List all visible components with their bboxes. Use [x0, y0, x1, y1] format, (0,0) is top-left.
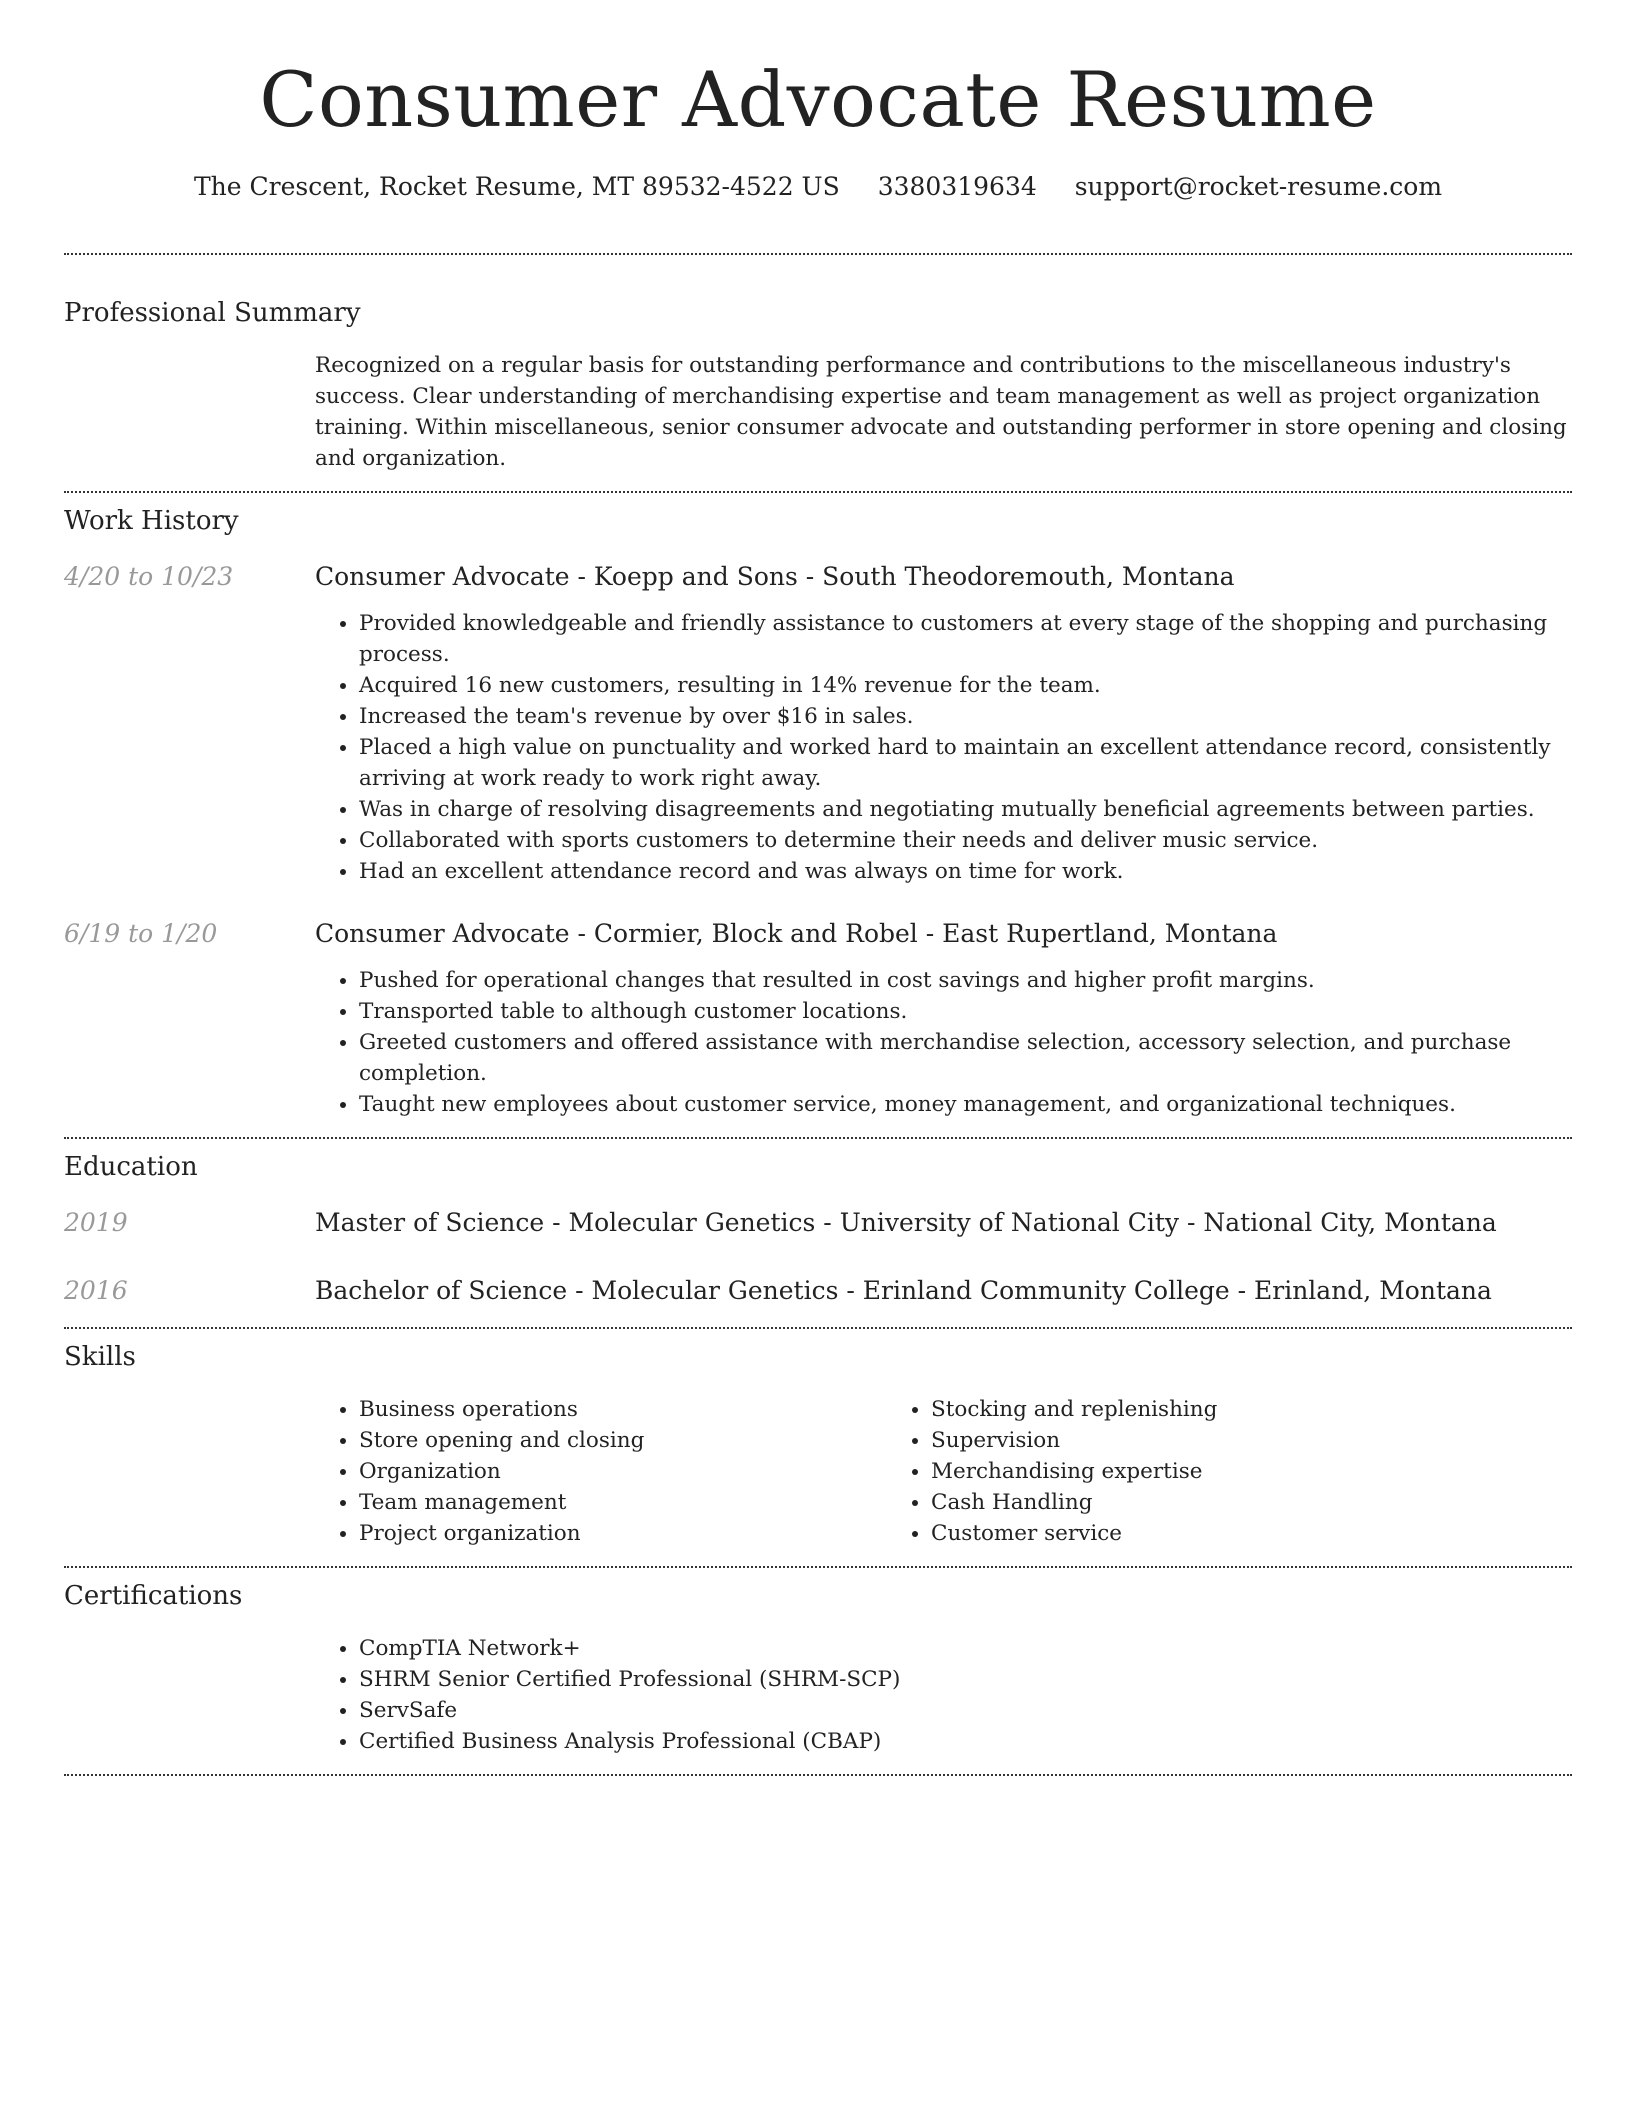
certifications-list — [315, 1633, 1572, 1757]
section-title-education: Education — [64, 1152, 198, 1182]
divider — [64, 1774, 1572, 1776]
resume-page — [64, 0, 1572, 1776]
list-item: • CompTIA Network+ — [359, 1633, 1572, 1664]
list-item: • Was in charge of resolving disagreements and negotiating mutually beneficial agreements between parties. — [359, 794, 1572, 825]
education-entry — [64, 1274, 1572, 1308]
list-item: • Merchandising expertise — [931, 1456, 1572, 1487]
address: The Crescent, Rocket Resume, MT 89532-4522 US — [193, 172, 840, 201]
certifications-bullets — [315, 1633, 1572, 1757]
job-dates: 6/19 to 1/20 — [64, 919, 218, 948]
job-title: Consumer Advocate - Koepp and Sons - South Theodoremouth, Montana — [315, 562, 1235, 591]
skills-column-left — [315, 1394, 887, 1549]
list-item: • Certified Business Analysis Professional (CBAP) — [359, 1726, 1572, 1757]
job-title: Consumer Advocate - Cormier, Block and Robel - East Rupertland, Montana — [315, 919, 1278, 948]
education-year: 2019 — [64, 1208, 128, 1237]
education-detail: Master of Science - Molecular Genetics - University of National City - National City, Montana — [315, 1208, 1497, 1237]
divider — [64, 491, 1572, 493]
list-item: • Store opening and closing — [359, 1425, 887, 1456]
divider — [64, 1566, 1572, 1568]
list-item: • Team management — [359, 1487, 887, 1518]
resume-title: Consumer Advocate Resume — [259, 55, 1377, 144]
list-item: • Taught new employees about customer service, money management, and organizational techniques. — [359, 1089, 1572, 1120]
list-item: • Transported table to although customer locations. — [359, 996, 1572, 1027]
summary-text: Recognized on a regular basis for outstanding performance and contributions to the miscellaneous industry's success. Clear understanding of merchandising expertise and team management as well as project organization training. Within miscellaneous, senior consumer advocate and outstanding performer in store opening and closing and organization. — [315, 353, 1567, 471]
section-title-summary: Professional Summary — [64, 298, 361, 328]
list-item: • Increased the team's revenue by over $16 in sales. — [359, 701, 1572, 732]
divider — [64, 1137, 1572, 1139]
list-item: • ServSafe — [359, 1695, 1572, 1726]
job-bullets — [315, 608, 1572, 887]
list-item: • Had an excellent attendance record and was always on time for work. — [359, 856, 1572, 887]
list-item: • Acquired 16 new customers, resulting in 14% revenue for the team. — [359, 670, 1572, 701]
section-title-skills: Skills — [64, 1342, 136, 1372]
list-item: • Placed a high value on punctuality and worked hard to maintain an excellent attendance record, consistently arriving at work ready to work right away. — [359, 732, 1572, 794]
divider — [64, 253, 1572, 255]
job-entry — [64, 917, 1572, 1120]
skills-list — [315, 1394, 1572, 1549]
job-bullets — [315, 965, 1572, 1120]
job-dates: 4/20 to 10/23 — [64, 562, 234, 591]
list-item: • Customer service — [931, 1518, 1572, 1549]
list-item: • Supervision — [931, 1425, 1572, 1456]
list-item: • Greeted customers and offered assistance with merchandise selection, accessory selection, and purchase completion. — [359, 1027, 1572, 1089]
list-item: • Stocking and replenishing — [931, 1394, 1572, 1425]
section-title-certifications: Certifications — [64, 1581, 243, 1611]
list-item: • Cash Handling — [931, 1487, 1572, 1518]
education-year: 2016 — [64, 1276, 128, 1305]
list-item: • Provided knowledgeable and friendly assistance to customers at every stage of the shopping and purchasing process. — [359, 608, 1572, 670]
email: support@rocket-resume.com — [1074, 172, 1443, 201]
list-item: • Pushed for operational changes that resulted in cost savings and higher profit margins. — [359, 965, 1572, 996]
education-detail: Bachelor of Science - Molecular Genetics - Erinland Community College - Erinland, Montana — [315, 1276, 1492, 1305]
phone: 3380319634 — [877, 172, 1037, 201]
divider — [64, 1327, 1572, 1329]
job-entry — [64, 560, 1572, 887]
contact-line — [64, 170, 1572, 204]
education-entry — [64, 1206, 1572, 1240]
section-title-work-history: Work History — [64, 506, 239, 536]
skills-column-right — [887, 1394, 1572, 1549]
list-item: • Project organization — [359, 1518, 887, 1549]
list-item: • SHRM Senior Certified Professional (SHRM-SCP) — [359, 1664, 1572, 1695]
list-item: • Business operations — [359, 1394, 887, 1425]
list-item: • Collaborated with sports customers to determine their needs and deliver music service. — [359, 825, 1572, 856]
list-item: • Organization — [359, 1456, 887, 1487]
